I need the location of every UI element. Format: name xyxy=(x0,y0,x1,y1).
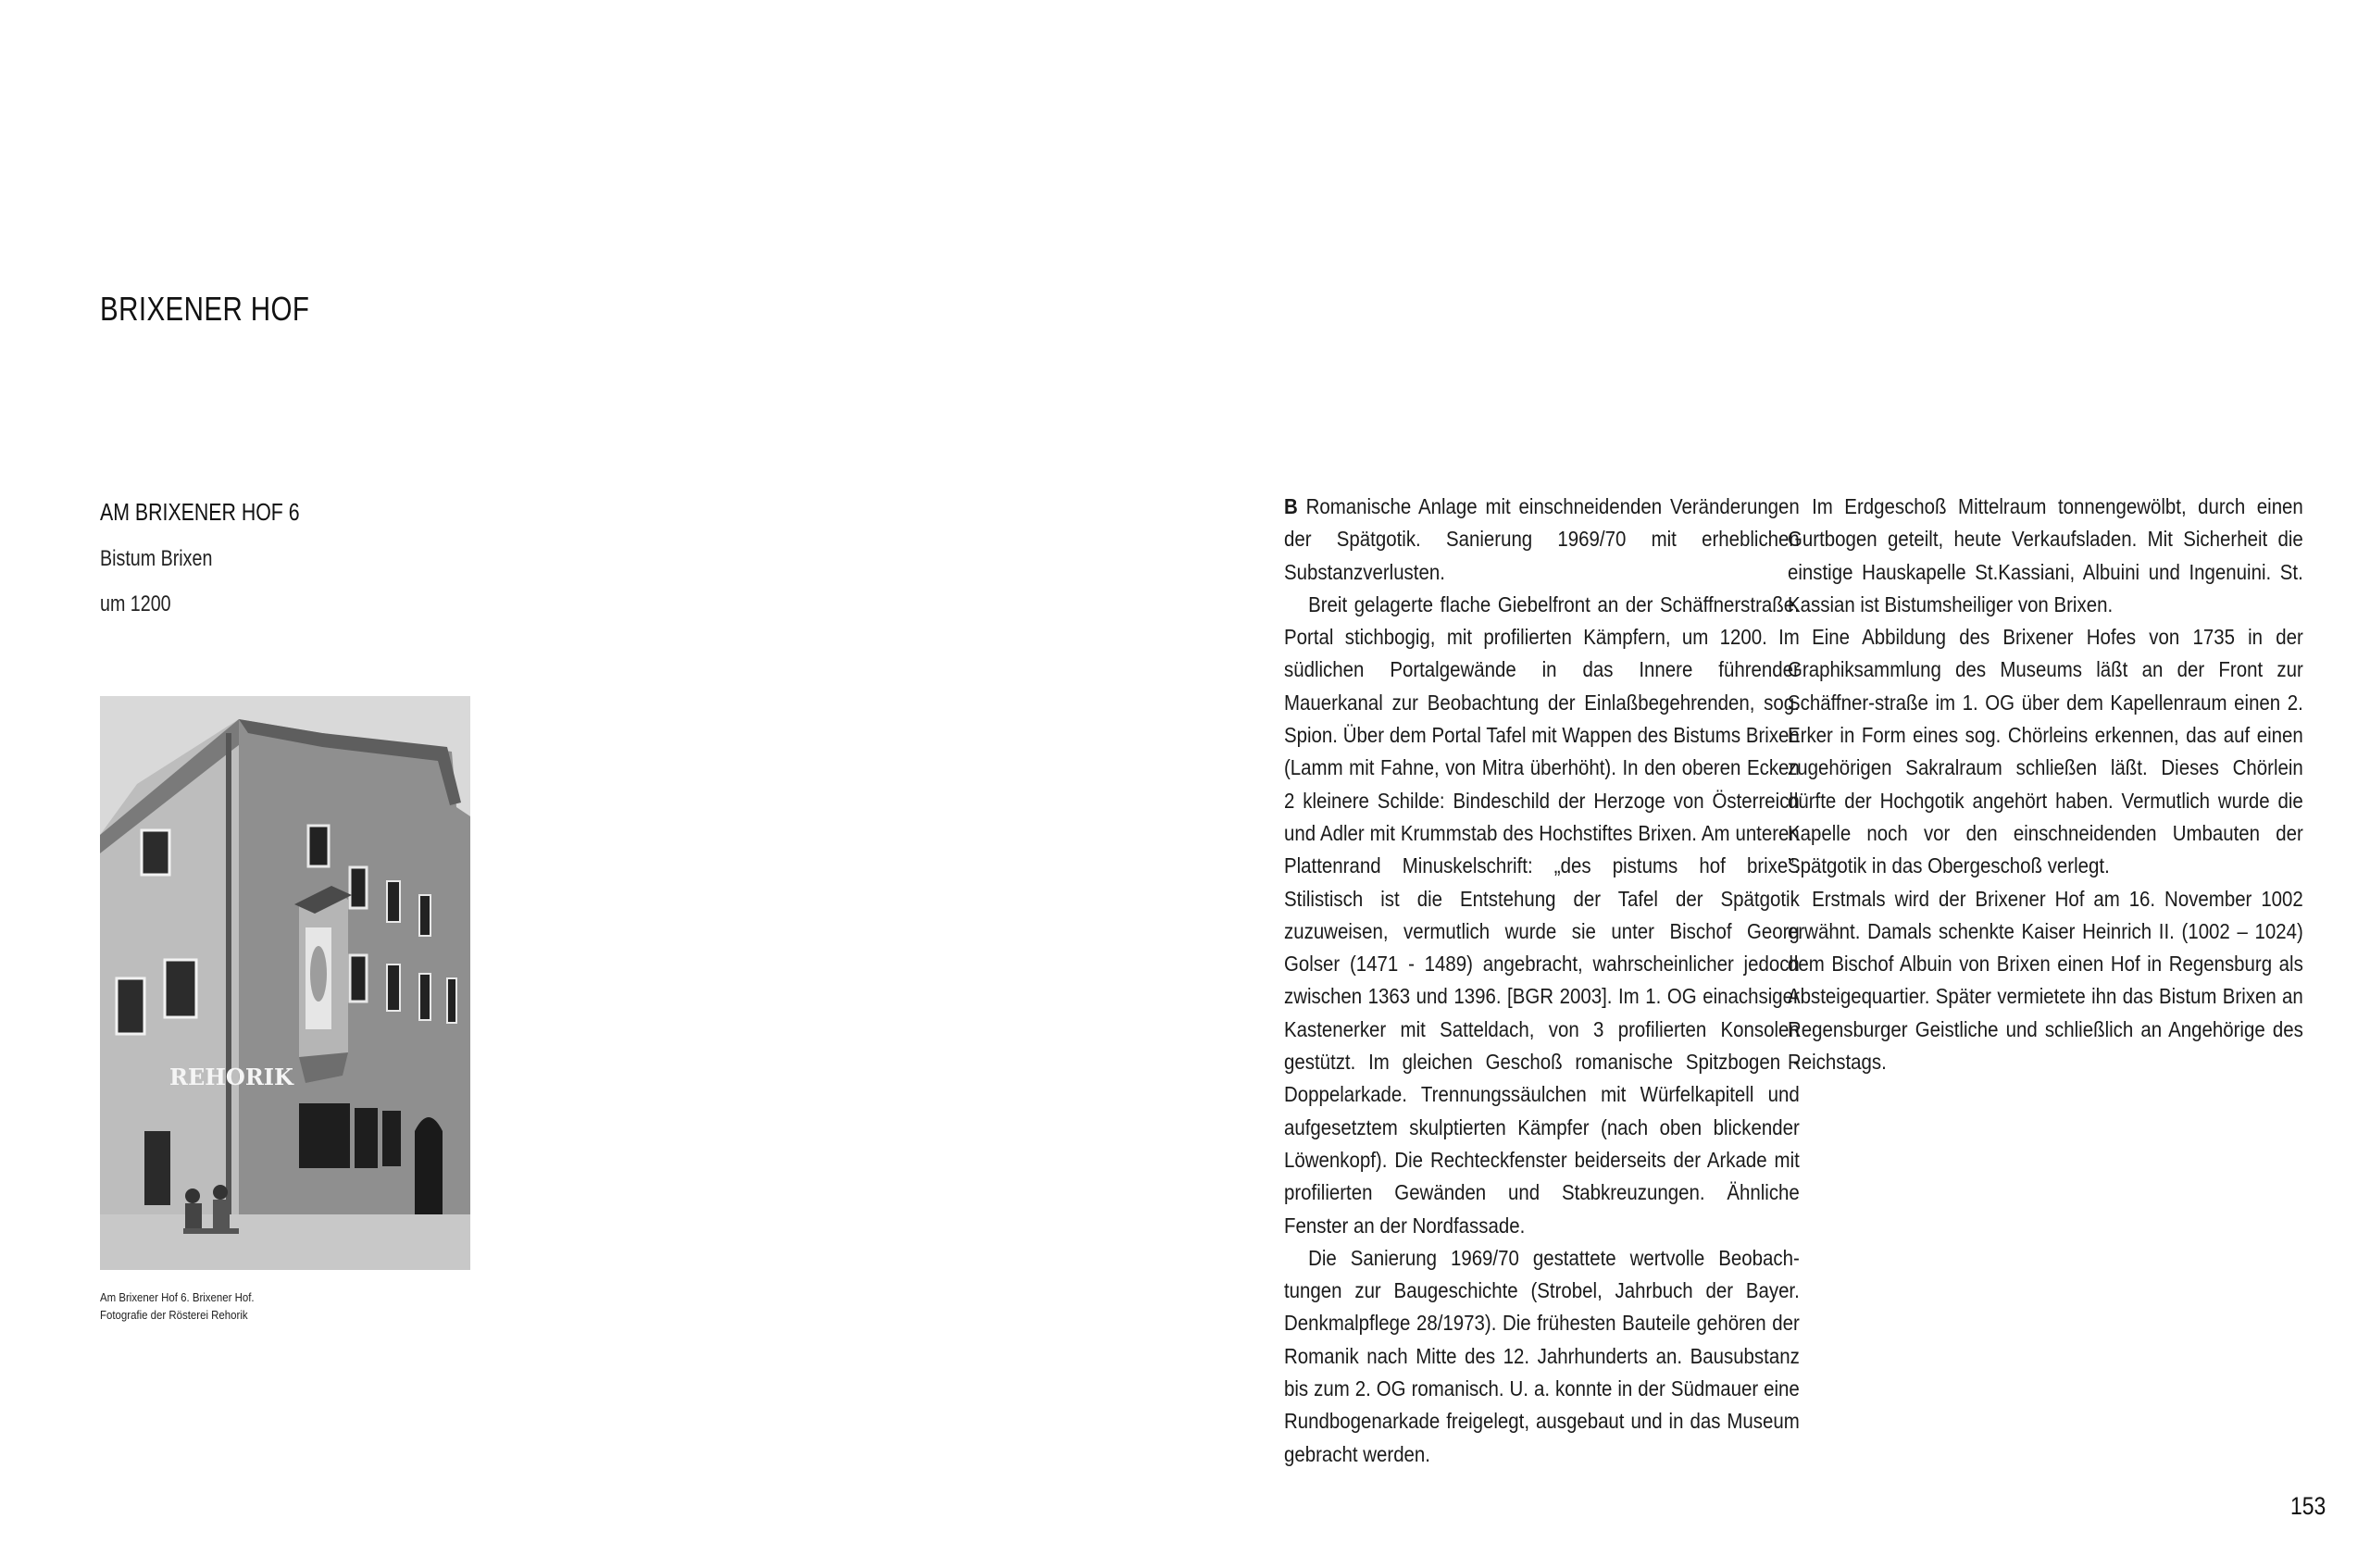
page-title: BRIXENER HOF xyxy=(100,290,310,328)
photo-caption xyxy=(100,1288,255,1324)
entry-address: AM BRIXENER HOF 6 xyxy=(100,498,300,526)
paragraph-1-text: Romanische Anlage mit einschneidenden Veränderungen der Spätgotik. Sanierung 1969/70 mit erheblichen Substanzverlusten. xyxy=(1284,494,1800,584)
entry-date: um 1200 xyxy=(100,591,171,616)
paragraph-6: Erstmals wird der Brixener Hof am 16. November 1002 erwähnt. Damals schenkte Kaiser Heinrich II. (1002 – 1024) dem Bischof Albuin von Brixen einen Hof in Regensburg als Absteigequartier. Später vermietete ihn das Bistum Brixen an Regensburger Geistliche und schließlich an Angehörige des Reichstags. xyxy=(1788,886,2303,1075)
shop-sign: REHORIK xyxy=(169,1064,293,1090)
text-column-right xyxy=(1788,491,2303,1078)
paragraph-1 xyxy=(1284,491,1800,589)
entry-owner: Bistum Brixen xyxy=(100,546,213,571)
building-photo xyxy=(100,696,470,1270)
initial-letter: B xyxy=(1284,494,1298,518)
page-number: 153 xyxy=(2290,1492,2326,1520)
caption-line-2: Fotografie der Rösterei Rehorik xyxy=(100,1308,248,1322)
paragraph-2: Breit gelagerte flache Giebelfront an der Schäffnerstraße. Portal stichbogig, mit profilierten Kämpfern, um 1200. Im südlichen Portalgewände in das Innere führender Mauerkanal zur Beobachtung der Einlaßbegehrenden, sog. Spion. Über dem Portal Tafel mit Wappen des Bistums Brixen (Lamm mit Fahne, von Mitra überhöht). In den oberen Ecken 2 kleinere Schilde: Bindeschild der Herzoge von Österreich und Adler mit Krummstab des Hochstiftes Brixen. Am unteren Plattenrand Minuskelschrift: „des pistums hof brixe”. Stilistisch ist die Entstehung der Tafel der Spätgotik zuzuweisen, vermutlich wurde sie unter Bischof Georg Golser (1471 - 1489) angebracht, wahrscheinlicher jedoch zwischen 1363 und 1396. [BGR 2003]. Im 1. OG einachsiger Kastenerker mit Satteldach, von 3 profilierten Konsolen gestützt. Im gleichen Geschoß romanische Spitzbogen - Doppelarkade. Trennungssäulchen mit Würfelkapitell und aufgesetztem skulptierten Kämpfer (nach oben blickender Löwenkopf). Die Rechteckfenster beiderseits der Arkade mit profilierten Gewänden und Stabkreuzungen. Ähnliche Fenster an der Nordfassade. xyxy=(1284,591,1800,1238)
paragraph-3: Die Sanierung 1969/70 gestattete wertvolle Beobachtungen zur Baugeschichte (Strobel, Jahrbuch der Bayer. Denkmalpflege 28/1973). Die frühesten Bauteile gehören der Romanik nach Mitte des 12. Jahrhunderts an. Bausubstanz bis zum 2. OG romanisch. U. a. konnte in der Südmauer eine Rundbogenarkade freigelegt, ausgebaut und in das Museum gebracht werden. xyxy=(1284,1245,1800,1466)
text-column-left xyxy=(1284,491,1800,1471)
caption-line-1: Am Brixener Hof 6. Brixener Hof. xyxy=(100,1290,255,1304)
paragraph-4: Im Erdgeschoß Mittelraum tonnengewölbt, durch einen Gurtbogen geteilt, heute Verkaufsladen. Mit Sicherheit die einstige Hauskapelle St.Kassiani, Albuini und Ingenuini. St. Kassian ist Bistumsheiliger von Brixen. xyxy=(1788,494,2303,616)
paragraph-5: Eine Abbildung des Brixener Hofes von 1735 in der Graphiksammlung des Museums läßt an der Front zur Schäffner-straße im 1. OG über dem Kapellenraum einen 2. Erker in Form eines sog. Chörleins erkennen, das auf einen zugehörigen Sakralraum schließen läßt. Dieses Chörlein dürfte der Hochgotik angehört haben. Vermutlich wurde die Kapelle noch vor den einschneidenden Umbauten der Spätgotik in das Obergeschoß verlegt. xyxy=(1788,625,2303,878)
